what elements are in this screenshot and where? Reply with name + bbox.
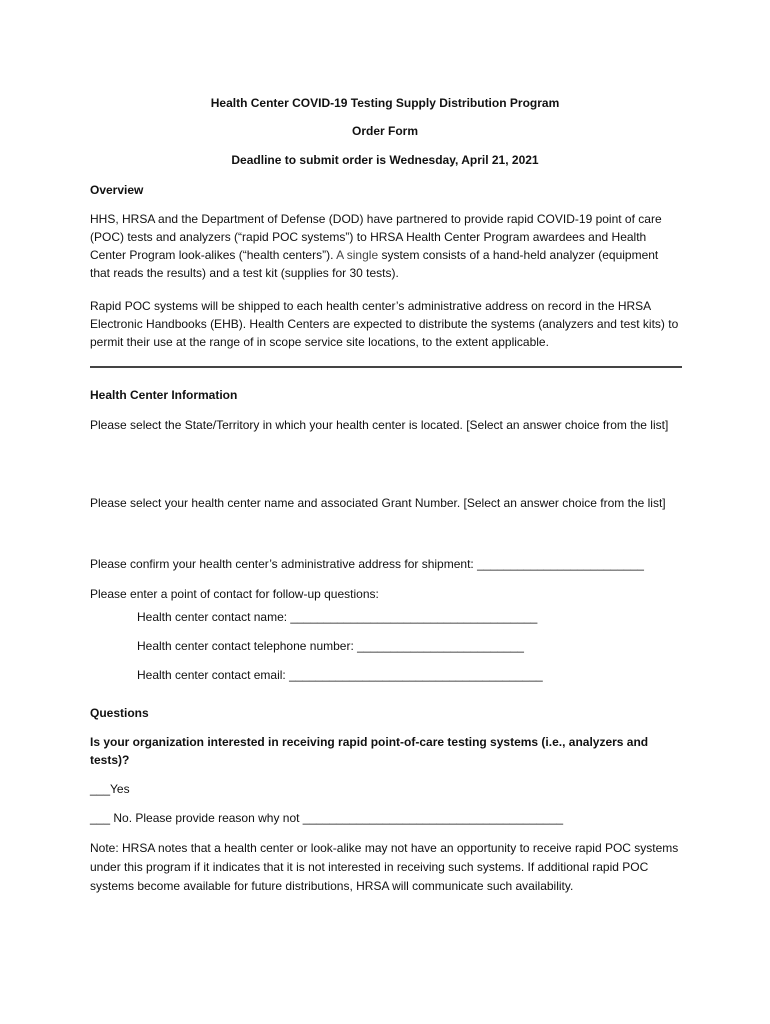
overview-paragraph-1-part-a: HHS, HRSA and the Department of Defense (DOD) have partnered to provide rapid COVID-19 point of care (POC) tests and analyzers (“rapid POC systems”) to HRSA Health Center Program awardees and Health Center Program look-alikes (“health centers”).	[90, 212, 662, 262]
no-option: ___ No. Please provide reason why not _______________________________________	[90, 811, 564, 825]
document-subtitle: Order Form	[351, 124, 418, 138]
contact-question: Please enter a point of contact for follow-up questions:	[90, 587, 379, 601]
state-question: Please select the State/Territory in which your health center is located. [Select an answer choice from the list]	[90, 418, 669, 432]
document-title: Health Center COVID-19 Testing Supply Distribution Program	[210, 96, 560, 110]
contact-name-field: Health center contact name: _____________________________________	[137, 610, 538, 624]
questions-heading: Questions	[90, 706, 149, 720]
health-center-info-heading: Health Center Information	[90, 388, 238, 402]
overview-paragraph-2: Rapid POC systems will be shipped to each health center’s administrative address on record in the HRSA Electronic Handbooks (EHB). Health Centers are expected to distribute the systems (analyzers and test kits) to permit their use at the range of in scope service site locations, to the extent applicable.	[90, 299, 679, 349]
interest-question: Is your organization interested in receiving rapid point-of-care testing systems (i.e., analyzers and tests)?	[90, 735, 649, 767]
overview-paragraph-1	[90, 210, 680, 282]
overview-paragraph-1-part-b: A single	[336, 248, 379, 262]
deadline-text: Deadline to submit order is Wednesday, April 21, 2021	[231, 153, 539, 167]
overview-heading: Overview	[90, 183, 144, 197]
section-divider	[90, 366, 682, 368]
overview-paragraph-1-part-c: system consists of a hand-held analyzer (equipment that reads the results) and a test kit (supplies for 30 tests).	[90, 248, 659, 280]
address-question: Please confirm your health center’s administrative address for shipment: _________________________	[90, 557, 644, 571]
yes-option: ___Yes	[90, 782, 130, 796]
contact-email-field: Health center contact email: ______________________________________	[137, 668, 543, 682]
health-center-name-question: Please select your health center name and associated Grant Number. [Select an answer choice from the list]	[90, 496, 666, 510]
contact-phone-field: Health center contact telephone number: _________________________	[137, 639, 524, 653]
note-paragraph: Note: HRSA notes that a health center or look-alike may not have an opportunity to receive rapid POC systems under this program if it indicates that it is not interested in receiving such systems. If additional rapid POC systems become available for future distributions, HRSA will communicate such availability.	[90, 841, 679, 893]
